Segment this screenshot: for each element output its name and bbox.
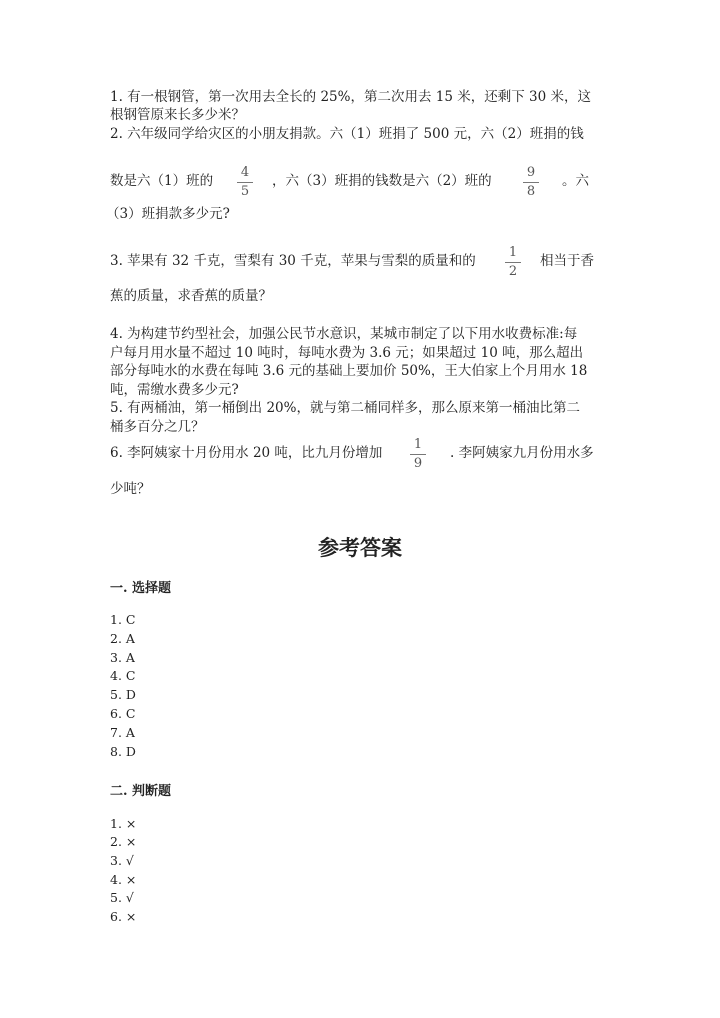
q2-line2c: 。六: [562, 173, 589, 189]
answer-item: 7. A: [110, 725, 135, 740]
q4-line4: 吨，需缴水费多少元?: [110, 382, 239, 398]
q6-line2: 少吨？: [110, 481, 151, 497]
numerator: 1: [508, 245, 518, 260]
denominator: 5: [240, 184, 250, 199]
answer-item: 5. D: [110, 687, 136, 702]
fraction-1-2: [505, 246, 521, 279]
q2-line2a: 数是六（1）班的: [110, 173, 214, 189]
numerator: 4: [240, 165, 250, 180]
fraction-4-5: [237, 166, 253, 199]
q6-line1a: 6. 李阿姨家十月份用水 20 吨，比九月份增加: [110, 445, 383, 461]
section-judge-heading: 二. 判断题: [110, 784, 172, 799]
answer-item: 2. A: [110, 631, 135, 646]
answer-item: 1. ×: [110, 816, 137, 831]
numerator: 9: [526, 165, 536, 180]
q6-line1b: . 李阿姨家九月份用水多: [450, 445, 594, 461]
answer-item: 2. ×: [110, 834, 137, 849]
answer-item: 3. A: [110, 650, 135, 665]
q2-line3: （3）班捐款多少元?: [106, 206, 230, 222]
answer-item: 3. √: [110, 853, 134, 868]
fraction-9-8: [523, 166, 539, 199]
q2-line1: 2. 六年级同学给灾区的小朋友捐款。六（1）班捐了 500 元，六（2）班捐的钱: [110, 126, 584, 142]
answer-item: 4. ×: [110, 872, 137, 887]
q3-line1b: 相当于香: [540, 253, 594, 269]
q3-line1a: 3. 苹果有 32 千克，雪梨有 30 千克，苹果与雪梨的质量和的: [110, 253, 476, 269]
q4-line1: 4. 为构建节约型社会，加强公民节水意识，某城市制定了以下用水收费标准:每: [110, 326, 578, 342]
q1-line1: 1. 有一根钢管，第一次用去全长的 25%，第二次用去 15 米，还剩下 30 米，这: [110, 89, 591, 105]
section-choice-heading: 一. 选择题: [110, 581, 172, 596]
answers-title: 参考答案: [318, 535, 402, 560]
q3-line2: 蕉的质量，求香蕉的质量？: [110, 288, 272, 304]
q4-line3: 部分每吨水的水费在每吨 3.6 元的基础上要加价 50%，王大伯家上个月用水 18: [110, 363, 588, 379]
answer-item: 4. C: [110, 668, 136, 683]
q1-line2: 根钢管原来长多少米？: [110, 107, 245, 123]
numerator: 1: [413, 437, 423, 452]
denominator: 2: [508, 264, 518, 279]
answer-item: 6. C: [110, 706, 136, 721]
q4-line2: 户每月用水量不超过 10 吨时，每吨水费为 3.6 元；如果超过 10 吨，那么超出: [110, 345, 584, 361]
denominator: 9: [413, 456, 423, 471]
answer-item: 8. D: [110, 744, 136, 759]
q2-line2b: ，六（3）班捐的钱数是六（2）班的: [272, 173, 492, 189]
fraction-1-9: [410, 438, 426, 471]
answer-item: 5. √: [110, 890, 134, 905]
q5-line1: 5. 有两桶油，第一桶倒出 20%，就与第二桶同样多，那么原来第一桶油比第二: [110, 400, 580, 416]
answer-item: 6. ×: [110, 909, 137, 924]
answer-item: 1. C: [110, 612, 136, 627]
denominator: 8: [526, 184, 536, 199]
q5-line2: 桶多百分之几？: [110, 419, 205, 435]
